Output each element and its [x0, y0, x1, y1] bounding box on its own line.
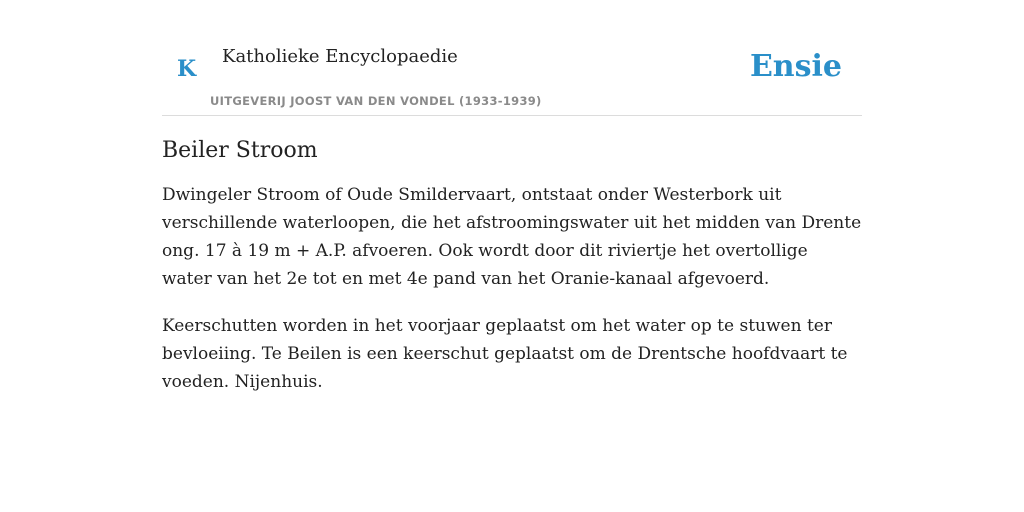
encyclopedia-logo[interactable]: K — [177, 56, 197, 82]
header — [162, 44, 862, 116]
article-paragraph: Dwingeler Stroom of Oude Smildervaart, ontstaat onder Westerbork uit verschillende waterloopen, die het afstroomingswater uit het midden van Drente ong. 17 à 19 m + A.P. afvoeren. Ook wordt door dit riviertje het overtollige water van het 2e tot en met 4e pand van het Oranie-kanaal afgevoerd. — [162, 185, 862, 289]
publisher-label: UITGEVERIJ JOOST VAN DEN VONDEL (1933-1939) — [210, 94, 542, 108]
ensie-brand-link[interactable]: Ensie — [749, 49, 842, 84]
page — [162, 0, 862, 396]
article-paragraph: Keerschutten worden in het voorjaar geplaatst om het water op te stuwen ter bevloeiing. Te Beilen is een keerschut geplaatst om de Drentsche hoofdvaart te voeden. Nijenhuis. — [162, 316, 848, 392]
site-title[interactable]: Katholieke Encyclopaedie — [222, 46, 458, 67]
article-title: Beiler Stroom — [162, 138, 318, 163]
